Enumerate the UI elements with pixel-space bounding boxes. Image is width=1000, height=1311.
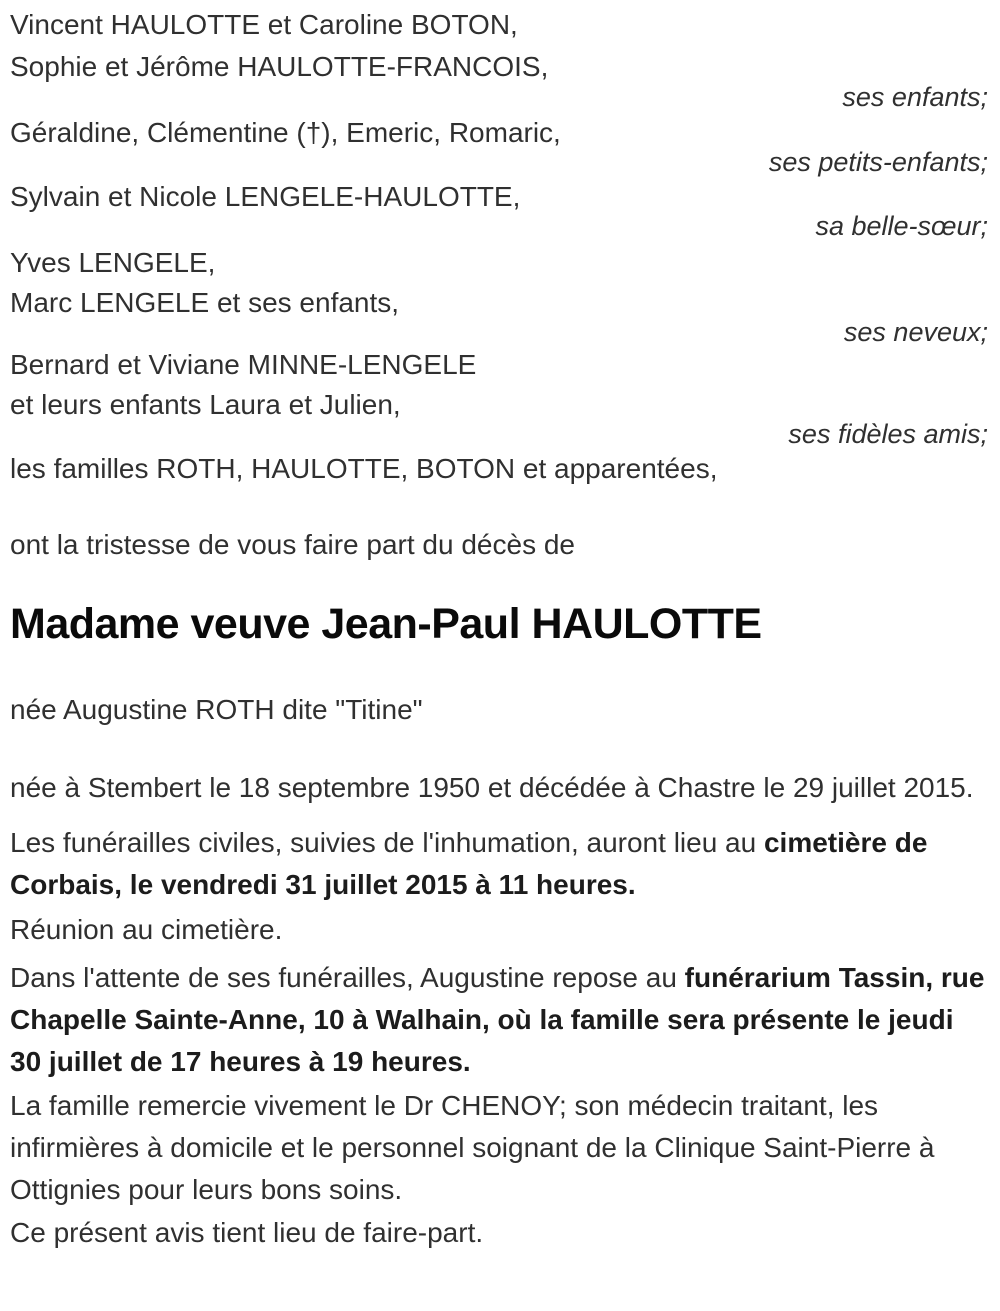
funeral-text: Les funérailles civiles, suivies de l'inhumation, auront lieu au [10,827,764,858]
relation-label: ses neveux; [843,317,988,347]
repose-text: Dans l'attente de ses funérailles, Augustine repose au [10,962,685,993]
intro-line: ont la tristesse de vous faire part du décès de [10,529,575,560]
birth-death-paragraph: née à Stembert le 18 septembre 1950 et décédée à Chastre le 29 juillet 2015. [10,772,974,803]
family-line: les familles ROTH, HAULOTTE, BOTON et apparentées, [10,453,718,484]
relation-label: ses enfants; [842,82,988,112]
family-line: Géraldine, Clémentine (†), Emeric, Romaric, [10,117,561,148]
relation-label: sa belle-sœur; [815,211,988,241]
reunion-line: Réunion au cimetière. [10,914,283,945]
relation-label: ses petits-enfants; [768,147,988,177]
funeral-paragraph [10,822,988,906]
deceased-name-heading: Madame veuve Jean-Paul HAULOTTE [10,600,762,648]
closing-notice-line: Ce présent avis tient lieu de faire-part. [10,1217,484,1248]
family-line: Bernard et Viviane MINNE-LENGELE [10,349,477,380]
family-line: Marc LENGELE et ses enfants, [10,287,400,318]
family-list [10,10,988,484]
repose-details-bold: funérarium Tassin, rue Chapelle Sainte-Anne, 10 à Walhain, où la famille sera présente le jeudi 30 juillet de 17 heures à 19 heures. [10,962,985,1077]
family-line: Sophie et Jérôme HAULOTTE-FRANCOIS, [10,51,549,82]
funeral-details-bold: cimetière de Corbais, le vendredi 31 juillet 2015 à 11 heures. [10,827,928,900]
thanks-paragraph: La famille remercie vivement le Dr CHENOY; son médecin traitant, les infirmières à domicile et le personnel soignant de la Clinique Saint-Pierre à Ottignies pour leurs bons soins. [10,1090,935,1205]
relation-label: ses fidèles amis; [788,419,988,449]
family-line: Sylvain et Nicole LENGELE-HAULOTTE, [10,181,521,212]
family-line: Vincent HAULOTTE et Caroline BOTON, [10,9,518,40]
family-line: Yves LENGELE, [10,247,216,278]
family-line: et leurs enfants Laura et Julien, [10,389,401,420]
maiden-name-line: née Augustine ROTH dite "Titine" [10,694,423,725]
repose-paragraph [10,957,988,1083]
